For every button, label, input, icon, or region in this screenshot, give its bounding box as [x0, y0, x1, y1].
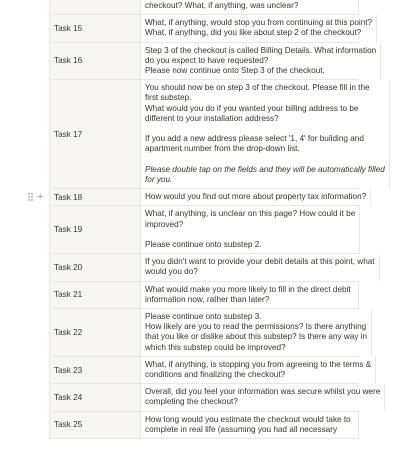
task-label-cell[interactable]: Task 17 [49, 80, 141, 188]
table-row [49, 15, 373, 42]
question-line: Please continue onto substep 2. [145, 240, 262, 250]
table-row [49, 282, 359, 309]
table-row [49, 80, 385, 189]
question-line: If you didn't want to provide your debit details at this point, what [145, 257, 375, 267]
question-line: What, if anything, would stop you from continuing at this point? [145, 18, 373, 28]
question-line: Please double tap on the fields and they will be automatically filled [145, 164, 385, 174]
question-line: What, if anything, is stopping you from agreeing to the terms & [145, 359, 372, 369]
task-label-cell[interactable]: Task 21 [49, 282, 141, 308]
task-question-cell[interactable] [141, 43, 381, 80]
add-row-icon[interactable]: + [37, 191, 44, 203]
question-line: completing the checkout? [145, 397, 238, 407]
question-line: conditions and finalizing the checkout? [145, 370, 286, 380]
question-line: How likely are you to read the permissions? Is there anything [145, 322, 367, 332]
question-line [145, 155, 385, 165]
question-line: If you add a new address please select '1, 4' for building and [145, 134, 364, 144]
question-line: What would make you more likely to fill in the direct debit [145, 284, 351, 294]
question-line: Overall, did you feel your information was secure whilst you were [145, 387, 381, 397]
question-line: Please now continue onto Step 3 of the checkout. [145, 66, 325, 76]
question-line: would you do? [145, 267, 198, 277]
task-label-cell[interactable] [49, 0, 141, 14]
task-question-cell[interactable] [141, 384, 385, 410]
question-line: What, if anything, did you like about step 2 of the checkout? [145, 28, 362, 38]
task-label-cell[interactable]: Task 24 [49, 384, 141, 410]
task-question-cell[interactable] [141, 254, 380, 280]
question-line: complete in real life (assuming you had all necessary [145, 424, 338, 434]
question-line: do you expect to have requested? [145, 55, 269, 65]
drag-handle-icon[interactable] [28, 193, 34, 202]
task-label-cell[interactable]: Task 16 [49, 43, 141, 80]
task-label-cell[interactable]: Task 18 [49, 189, 141, 205]
question-line: checkout? What, if anything, was unclear? [145, 1, 299, 10]
task-question-cell[interactable] [141, 309, 372, 356]
table-row [49, 0, 359, 15]
question-line: You should now be on step 3 of the checkout. Please fill in the [145, 83, 370, 93]
table-row [49, 309, 368, 357]
question-line: for you. [145, 175, 173, 185]
table-row [49, 254, 375, 281]
task-question-cell[interactable] [141, 80, 390, 188]
question-line: improved? [145, 219, 184, 229]
question-line: which this substep could be improved? [145, 342, 286, 352]
task-question-cell[interactable] [141, 15, 377, 41]
question-line [145, 230, 355, 240]
question-line [145, 124, 385, 134]
task-label-cell[interactable]: Task 19 [49, 206, 141, 253]
task-question-cell[interactable] [141, 357, 376, 383]
task-question-cell[interactable] [141, 189, 371, 205]
task-question-cell[interactable] [141, 206, 360, 253]
question-line: information now, rather than later? [145, 294, 270, 304]
question-line: What, if anything, is unclear on this page? How could it be [145, 209, 356, 219]
table-row [49, 43, 377, 81]
task-question-cell[interactable] [141, 282, 359, 308]
question-line: Step 3 of the checkout is called Billing Details. What information [145, 45, 377, 55]
table-row [49, 189, 367, 206]
question-line: How would you find out more about property tax information? [145, 192, 367, 202]
task-label-cell[interactable]: Task 25 [49, 412, 141, 438]
question-line: first substep. [145, 93, 192, 103]
row-handle [28, 193, 43, 202]
question-line: Please continue onto substep 3. [145, 312, 262, 322]
table-row [49, 412, 359, 439]
table-row [49, 357, 372, 384]
task-question-cell[interactable] [141, 0, 359, 14]
question-line: What would you do if you wanted your billing address to be [145, 103, 359, 113]
question-line: different to your installation address? [145, 113, 279, 123]
task-label-cell[interactable]: Task 15 [49, 15, 141, 41]
question-line: that you like or dislike about this substep? Is there any way in [145, 332, 368, 342]
task-question-cell[interactable] [141, 412, 359, 438]
task-label-cell[interactable]: Task 22 [49, 309, 141, 356]
question-line: How long would you estimate the checkout would take to [145, 414, 351, 424]
tasks-table [49, 0, 385, 439]
table-row [49, 384, 381, 411]
question-line: apartment number from the drop-down list. [145, 144, 300, 154]
task-label-cell[interactable]: Task 23 [49, 357, 141, 383]
task-label-cell[interactable]: Task 20 [49, 254, 141, 280]
table-row [49, 206, 359, 254]
